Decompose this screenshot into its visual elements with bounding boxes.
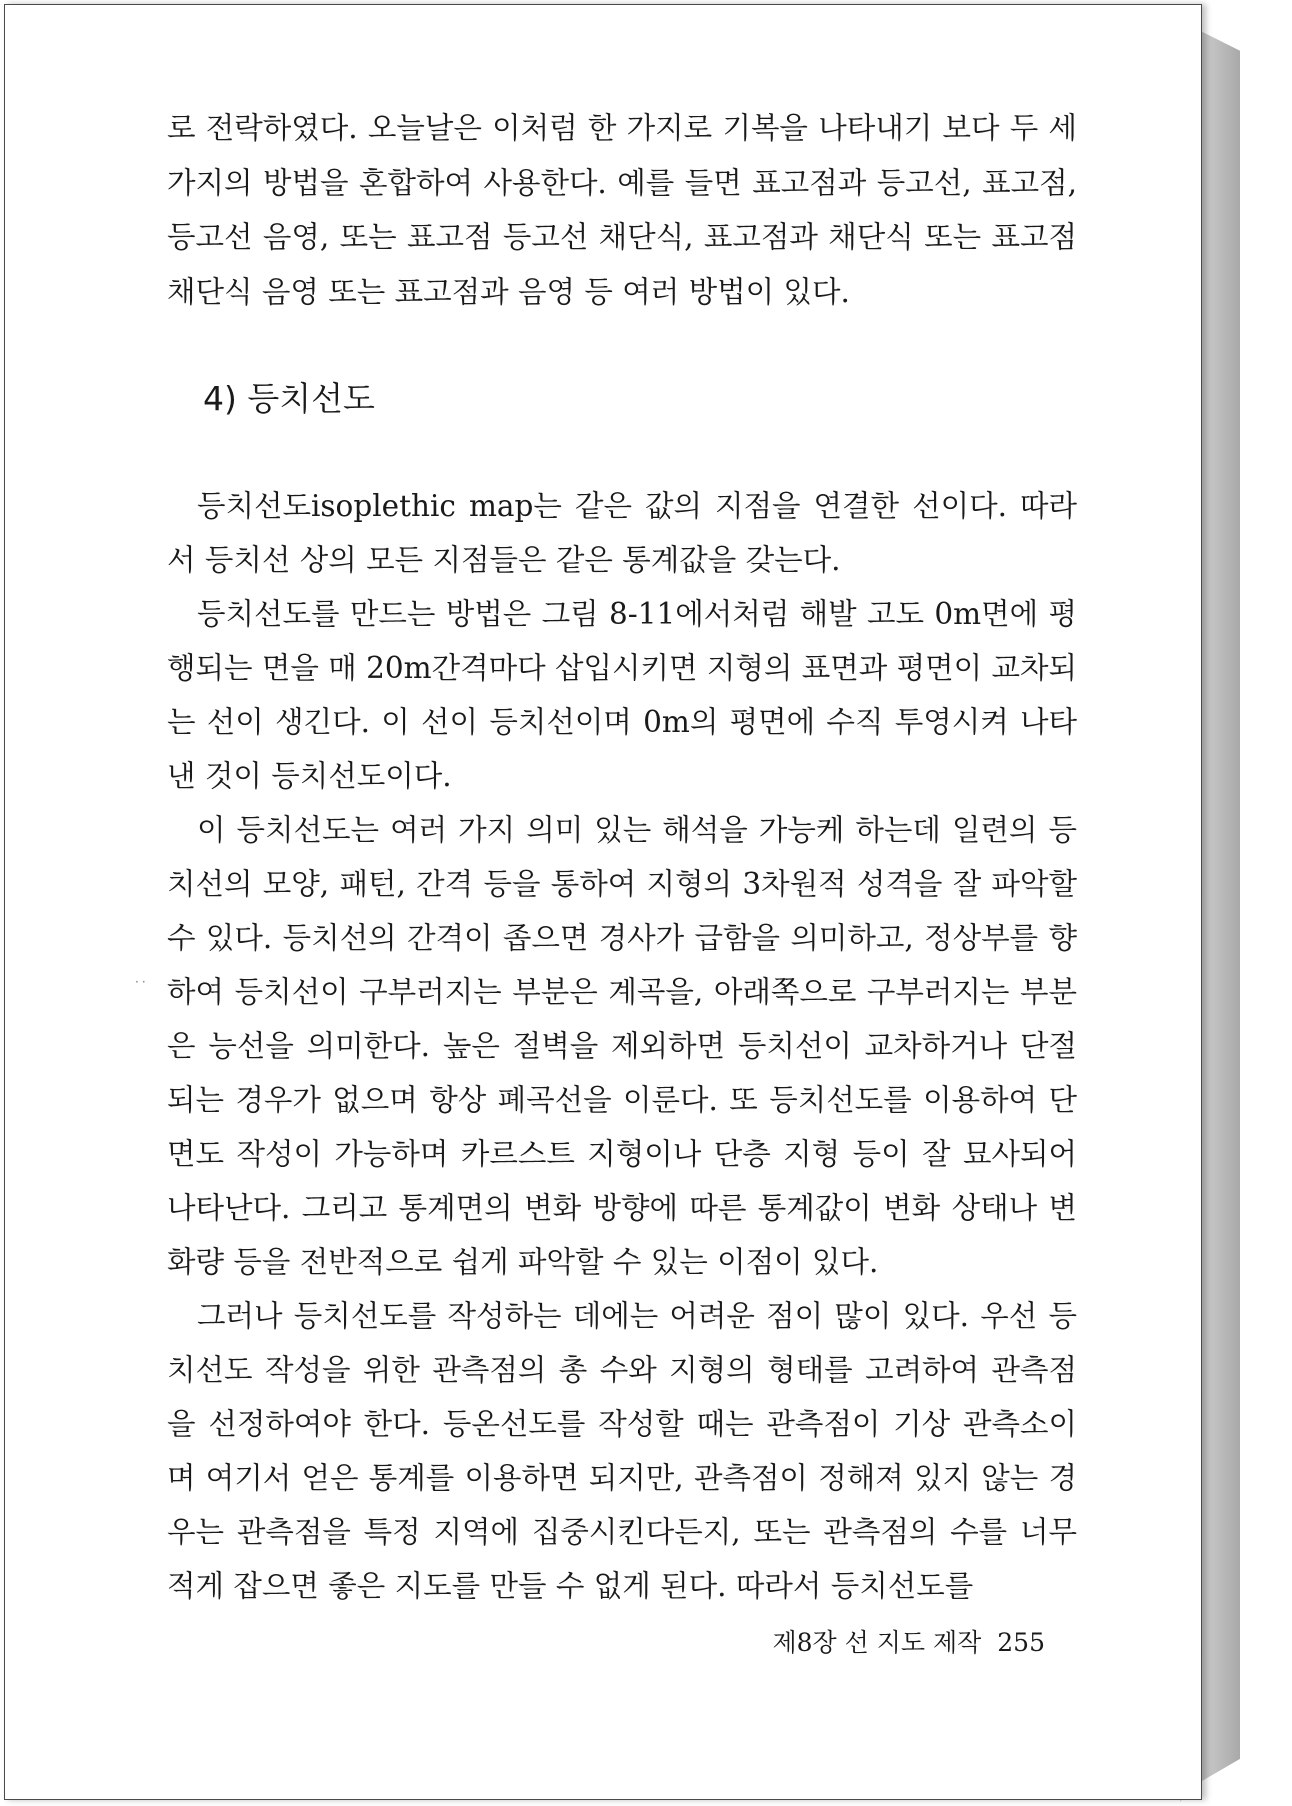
margin-mark: ·· [135, 975, 149, 989]
paragraph-difficulties: 그러나 등치선도를 작성하는 데에는 어려운 점이 많이 있다. 우선 등치선도 작성을 위한 관측점의 총 수와 지형의 형태를 고려하여 관측점을 선정하여야 한다. 등온선도를 작성할 때는 관측점이 기상 관측소이며 여기서 얻은 통계를 이용하면 되지만, 관측점이 정해져 있지 않는 경우는 관측점을 특정 지역에 집중시킨다든지, 또는 관측점의 수를 너무 적게 잡으면 좋은 지도를 만들 수 없게 된다. 따라서 등치선도를 [167, 1299, 1077, 1603]
paragraph-continuation: 로 전락하였다. 오늘날은 이처럼 한 가지로 기복을 나타내기 보다 두 세 가지의 방법을 혼합하여 사용한다. 예를 들면 표고점과 등고선, 표고점, 등고선 음영, 또는 표고점 등고선 채단식, 표고점과 채단식 또는 표고점 채단식 음영 또는 표고점과 음영 등 여러 방법이 있다. [167, 111, 1077, 309]
book-page [4, 4, 1202, 1800]
page-number: 255 [997, 1628, 1045, 1657]
heading-spacer [167, 429, 1077, 479]
paragraph-method: 등치선도를 만드는 방법은 그림 8-11에서처럼 해발 고도 0m면에 평행되는 면을 매 20m간격마다 삽입시키면 지형의 표면과 평면이 교차되는 선이 생긴다. 이 선이 등치선이며 0m의 평면에 수직 투영시켜 나타낸 것이 등치선도이다. [167, 597, 1077, 793]
page-content [167, 101, 1077, 1613]
paragraph-definition: 등치선도isoplethic map는 같은 값의 지점을 연결한 선이다. 따라서 등치선 상의 모든 지점들은 같은 통계값을 갖는다. [167, 489, 1077, 577]
footer-chapter-title: 제8장 선 지도 제작 [772, 1628, 982, 1657]
paragraph-interpretation: 이 등치선도는 여러 가지 의미 있는 해석을 가능케 하는데 일련의 등치선의 모양, 패턴, 간격 등을 통하여 지형의 3차원적 성격을 잘 파악할 수 있다. 등치선의 간격이 좁으면 경사가 급함을 의미하고, 정상부를 향하여 등치선이 구부러지는 부분은 계곡을, 아래쪽으로 구부러지는 부분은 능선을 의미한다. 높은 절벽을 제외하면 등치선이 교차하거나 단절되는 경우가 없으며 항상 폐곡선을 이룬다. 또 등치선도를 이용하여 단면도 작성이 가능하며 카르스트 지형이나 단층 지형 등이 잘 묘사되어 나타난다. 그리고 통계면의 변화 방향에 따른 통계값이 변화 상태나 변화량 등을 전반적으로 쉽게 파악할 수 있는 이점이 있다. [167, 813, 1077, 1279]
section-heading: 4) 등치선도 [203, 379, 375, 418]
running-footer [765, 1613, 1045, 1673]
